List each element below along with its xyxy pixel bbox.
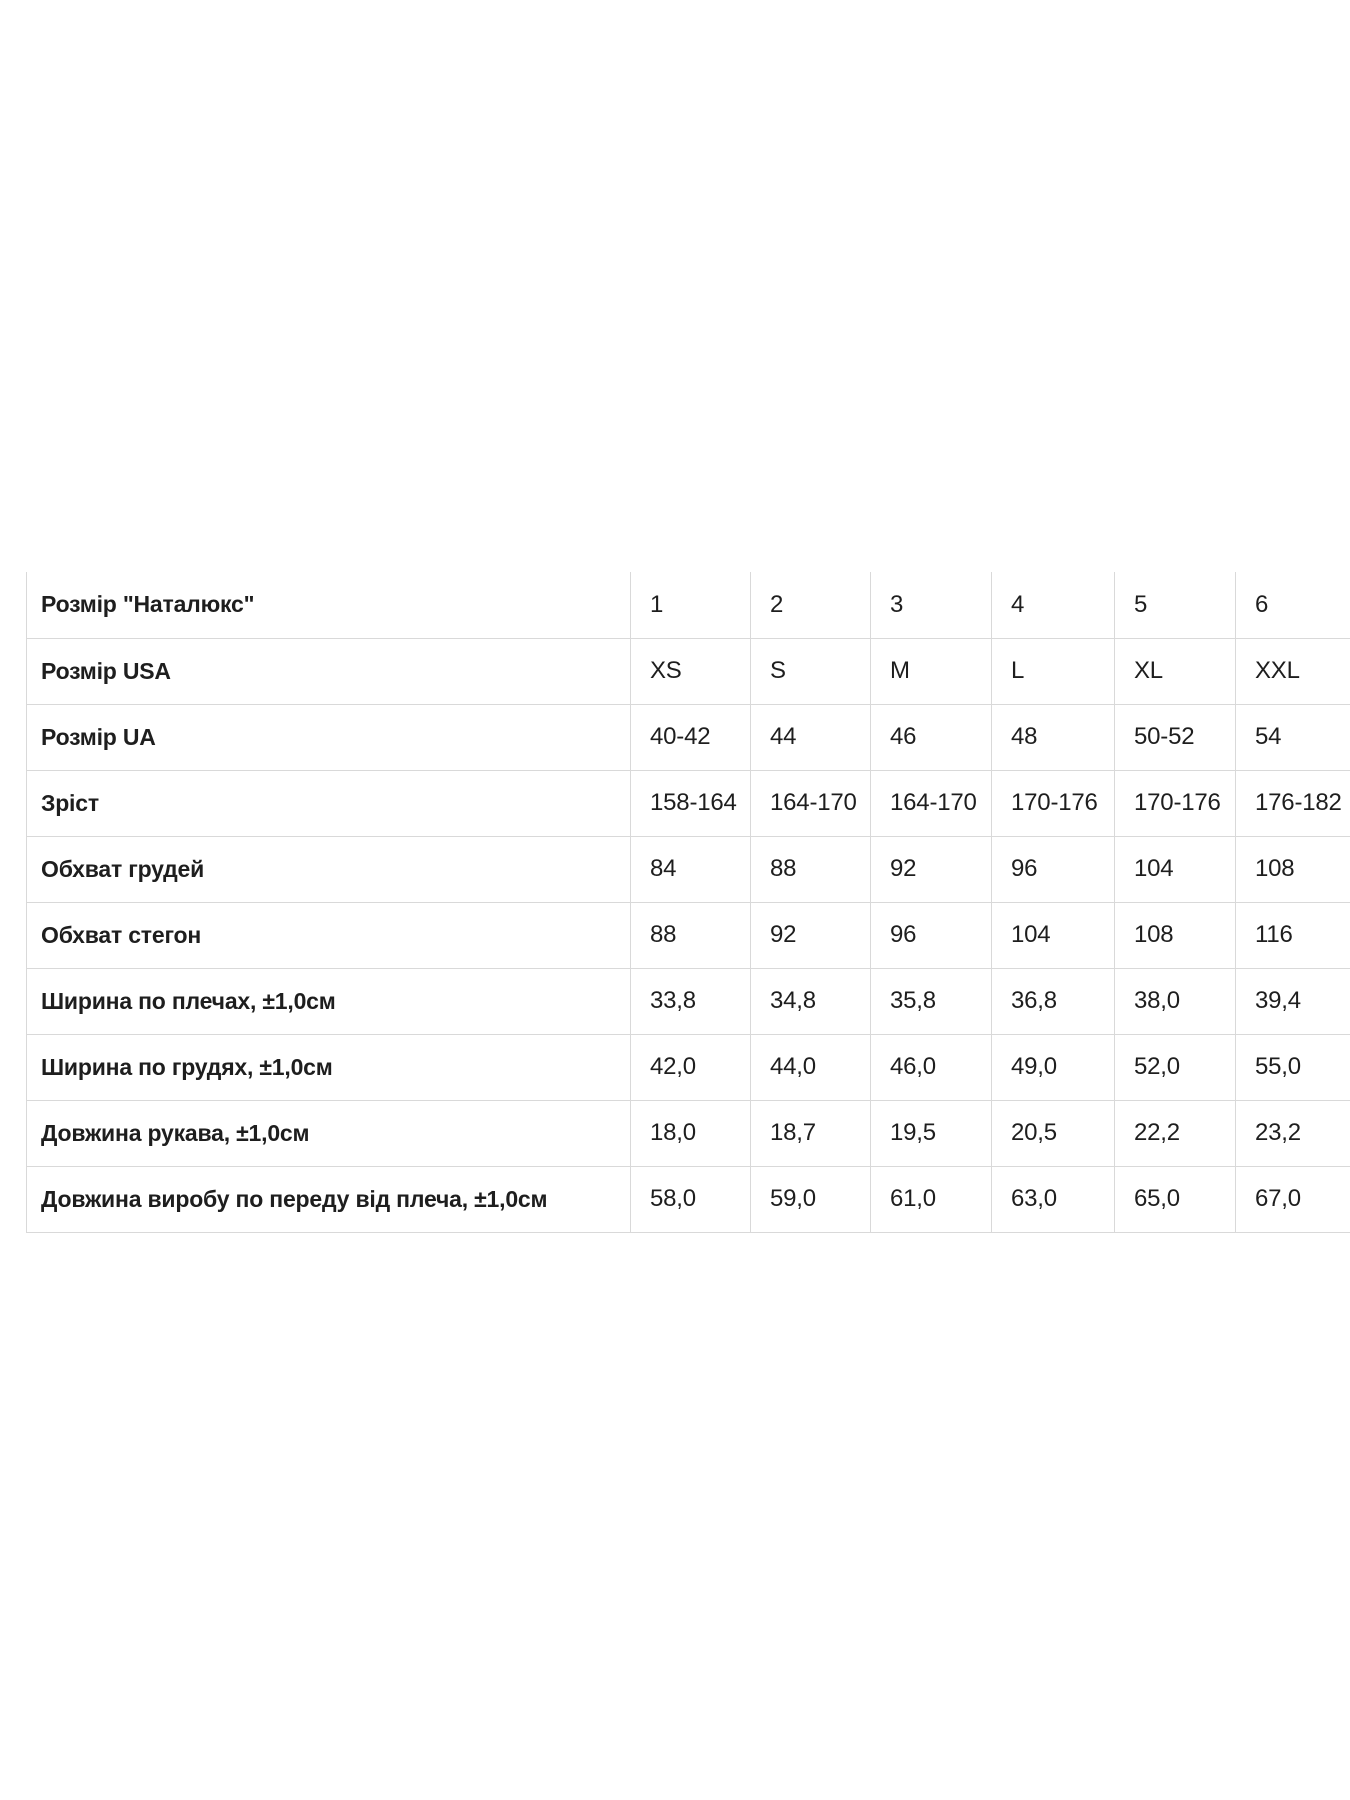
cell: 40-42	[631, 704, 751, 770]
table-row	[27, 770, 1350, 836]
cell: 92	[751, 902, 871, 968]
cell: 35,8	[871, 968, 992, 1034]
row-label: Обхват грудей	[27, 836, 631, 902]
row-label: Зріст	[27, 770, 631, 836]
cell: 55,0	[1236, 1034, 1350, 1100]
cell: 84	[631, 836, 751, 902]
table-row	[27, 836, 1350, 902]
cell: 48	[992, 704, 1115, 770]
table-row	[27, 704, 1350, 770]
cell: 176-182	[1236, 770, 1350, 836]
cell: 164-170	[751, 770, 871, 836]
cell: 36,8	[992, 968, 1115, 1034]
cell: 65,0	[1115, 1166, 1236, 1232]
row-label: Розмір UA	[27, 704, 631, 770]
cell: 96	[871, 902, 992, 968]
size-chart	[26, 572, 1350, 1233]
cell: 46	[871, 704, 992, 770]
cell: 49,0	[992, 1034, 1115, 1100]
cell: 33,8	[631, 968, 751, 1034]
table-row	[27, 1166, 1350, 1232]
table-row	[27, 638, 1350, 704]
cell: 5	[1115, 572, 1236, 638]
cell: 34,8	[751, 968, 871, 1034]
cell: 6	[1236, 572, 1350, 638]
cell: 88	[631, 902, 751, 968]
row-label: Довжина рукава, ±1,0см	[27, 1100, 631, 1166]
table-row	[27, 902, 1350, 968]
cell: 164-170	[871, 770, 992, 836]
row-label: Розмір "Наталюкс"	[27, 572, 631, 638]
cell: XL	[1115, 638, 1236, 704]
cell: 18,7	[751, 1100, 871, 1166]
table-row	[27, 572, 1350, 638]
cell: 44	[751, 704, 871, 770]
cell: 18,0	[631, 1100, 751, 1166]
size-chart-table	[26, 572, 1350, 1233]
cell: 2	[751, 572, 871, 638]
cell: 61,0	[871, 1166, 992, 1232]
cell: 39,4	[1236, 968, 1350, 1034]
cell: XXL	[1236, 638, 1350, 704]
cell: 46,0	[871, 1034, 992, 1100]
cell: 19,5	[871, 1100, 992, 1166]
table-row	[27, 1100, 1350, 1166]
row-label: Ширина по грудях, ±1,0см	[27, 1034, 631, 1100]
cell: 44,0	[751, 1034, 871, 1100]
cell: 59,0	[751, 1166, 871, 1232]
cell: S	[751, 638, 871, 704]
cell: 23,2	[1236, 1100, 1350, 1166]
row-label: Ширина по плечах, ±1,0см	[27, 968, 631, 1034]
cell: 170-176	[1115, 770, 1236, 836]
row-label: Обхват стегон	[27, 902, 631, 968]
cell: 58,0	[631, 1166, 751, 1232]
cell: 108	[1115, 902, 1236, 968]
cell: 88	[751, 836, 871, 902]
cell: 52,0	[1115, 1034, 1236, 1100]
cell: 92	[871, 836, 992, 902]
cell: 20,5	[992, 1100, 1115, 1166]
cell: 50-52	[1115, 704, 1236, 770]
cell: 38,0	[1115, 968, 1236, 1034]
table-row	[27, 968, 1350, 1034]
cell: 96	[992, 836, 1115, 902]
cell: 108	[1236, 836, 1350, 902]
cell: XS	[631, 638, 751, 704]
cell: L	[992, 638, 1115, 704]
cell: 54	[1236, 704, 1350, 770]
table-row	[27, 1034, 1350, 1100]
cell: 104	[1115, 836, 1236, 902]
cell: 3	[871, 572, 992, 638]
cell: 22,2	[1115, 1100, 1236, 1166]
cell: 158-164	[631, 770, 751, 836]
cell: 67,0	[1236, 1166, 1350, 1232]
cell: 63,0	[992, 1166, 1115, 1232]
row-label: Розмір USA	[27, 638, 631, 704]
cell: 104	[992, 902, 1115, 968]
cell: 1	[631, 572, 751, 638]
cell: 42,0	[631, 1034, 751, 1100]
cell: 170-176	[992, 770, 1115, 836]
row-label: Довжина виробу по переду від плеча, ±1,0см	[27, 1166, 631, 1232]
cell: M	[871, 638, 992, 704]
cell: 4	[992, 572, 1115, 638]
cell: 116	[1236, 902, 1350, 968]
